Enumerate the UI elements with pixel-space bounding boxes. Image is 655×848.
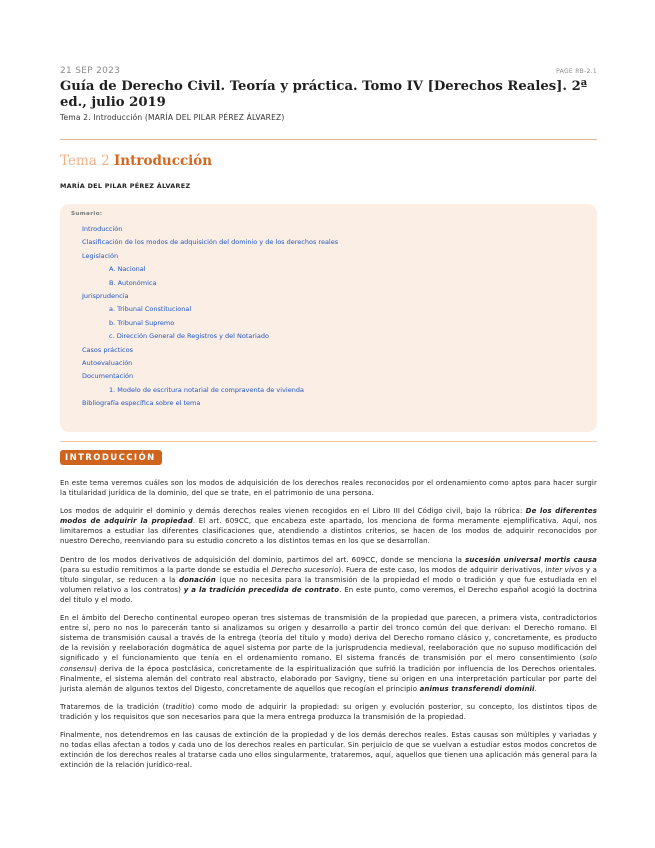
page-reference: PAGE RB-2.1 — [556, 68, 597, 75]
summary-link[interactable]: Legislación — [82, 251, 119, 260]
paragraph-text: En este tema veremos cuáles son los modos de adquisición de los derechos reales reconocidos por el ordenamiento como aptos para hacer surgir la titularidad jurídica de la dominio, del que se trate, en el patrimonio de una persona. — [60, 479, 597, 498]
section-divider — [60, 441, 597, 442]
emphasized-text: animus transferendi dominii — [419, 684, 535, 693]
body-paragraph — [60, 555, 597, 605]
summary-link[interactable]: B. Autonómica — [109, 278, 157, 287]
emphasized-text: inter vivos — [545, 565, 584, 574]
paragraph-text: (que no necesita para la transmisión de la propiedad el modo o tradición y que fue estudiada en el volumen relativo a los contratos) — [60, 575, 597, 594]
summary-link[interactable]: c. Dirección General de Registros y del Notariado — [109, 332, 269, 341]
emphasized-text: donación — [178, 575, 216, 584]
paragraph-text: Finalmente, nos detendremos en las causas de extinción de la propiedad y de los demás derechos reales. Estas causas son múltiples y variadas y no todas ellas afectan a todos y cada uno de los derechos reales en particular. Sin perjuicio de que se vuelvan a estudiar estos modos concretos de extinción de los derechos reales al tratarse cada uno ellos singularmente, trataremos, aquí, aquellos que tienen una aplicación más general para la extinción de la relación jurídico-real. — [60, 730, 597, 770]
header-meta — [60, 66, 597, 76]
body-paragraph — [60, 730, 597, 770]
section-body — [60, 478, 597, 770]
chapter-heading — [60, 153, 597, 169]
summary-link[interactable]: Clasificación de los modos de adquisición del dominio y de los derechos reales — [82, 238, 339, 247]
paragraph-text: y a título singular, se reducen a la — [60, 565, 597, 584]
section-heading: INTRODUCCIÓN — [60, 450, 162, 465]
summary-link[interactable]: Introducción — [82, 225, 123, 233]
paragraph-text: En el ámbito del Derecho continental europeo operan tres sistemas de transmisión de la propiedad que parecen, a primera vista, contradictorios entre sí, pero no nos lo parecerán tanto si analizamos su origen y desarrollo a partir del tronco común del que derivan: el Derecho romano. El sistema de transmisión causal a través de la entrega (teoría del título y modo) deriva del Derecho romano clásico y, concretamente, es producto de la revisión y reelaboración dogmática de aquel sistema por parte de la jurisprudencia medieval, reelaboración que no supuso modificación del significado y el funcionamiento que tenía en el ordenamiento romano. El sistema francés de transmisión por el mero consentimiento ( — [60, 614, 597, 663]
chapter-name: Introducción — [113, 153, 213, 169]
emphasized-text: traditio — [165, 702, 192, 711]
chapter-number: Tema 2 — [60, 153, 110, 169]
paragraph-text: ) deriva de la época postclásica, concretamente de la espiritualización que sufrió la tradición por influencia de los Derechos orientales. Finalmente, el sistema alemán del contrato real abstracto, elaborado por Savigny, tiene su origen en una interpretación particular por parte del jurista alemán de algunos textos del Digesto, concretamente de aquellos que recogían el principio — [60, 664, 597, 693]
summary-link[interactable]: 1. Modelo de escritura notarial de compraventa de vivienda — [109, 385, 304, 394]
summary-link[interactable]: Autoevaluación — [82, 359, 133, 368]
emphasized-text: solo consensu — [60, 654, 597, 673]
paragraph-text: ). Fuera de este caso, los modos de adquirir derivativos, — [338, 565, 546, 574]
summary-link[interactable]: b. Tribunal Supremo — [109, 318, 175, 327]
summary-link[interactable]: a. Tribunal Constitucional — [109, 305, 192, 314]
header-divider — [60, 139, 597, 140]
summary-link[interactable]: Jurisprudencia — [82, 292, 129, 301]
body-paragraph — [60, 478, 597, 498]
summary-link[interactable]: Documentación — [82, 372, 134, 381]
paragraph-text: Dentro de los modos derivativos de adquisición del dominio, partimos del art. 609CC, donde se menciona la — [60, 555, 466, 564]
body-paragraph — [60, 702, 597, 722]
body-paragraph — [60, 613, 597, 694]
summary-list — [71, 223, 589, 411]
chapter-author: MARÍA DEL PILAR PÉREZ ÁLVAREZ — [60, 182, 191, 190]
document-title: Guía de Derecho Civil. Teoría y práctica. Tomo IV [Derechos Reales]. 2ª ed., julio 2019 — [60, 79, 588, 110]
summary-link[interactable]: Casos prácticos — [82, 345, 133, 354]
paragraph-text: . En este punto, como veremos, el Derecho español acogió la doctrina del título y el modo. — [60, 585, 597, 604]
summary-link[interactable]: Bibliografía específica sobre el tema — [82, 399, 201, 408]
paragraph-text: (para su estudio remitimos a la parte donde se estudia el — [60, 565, 272, 574]
emphasized-text: Derecho sucesorio — [271, 565, 339, 574]
paragraph-text: ) como modo de adquirir la propiedad: su origen y evolución posterior, su concepto, los distintos tipos de tradición y los requisitos que son necesarios para que la mera entrega produzca la transmisión de la propiedad. — [60, 702, 597, 721]
emphasized-text: y a la tradición precedida de contrato — [183, 585, 340, 594]
body-paragraph — [60, 506, 597, 546]
paragraph-text: . El art. 609CC, que encabeza este apartado, los menciona de forma meramente ejemplificativa. Aquí, nos limitaremos a estudiar las diferentes clasificaciones que, atendiendo a distintos criterios, se hacen de los modos de adquirir reconocidos por nuestro Derecho, reenviando para su estudio concreto a los distintos temas en los que se desarrollan. — [60, 517, 597, 546]
paragraph-text: . — [534, 684, 537, 693]
paragraph-text: Los modos de adquirir el dominio y demás derechos reales vienen recogidos en el Libro III del Código civil, bajo la rúbrica: — [60, 507, 526, 516]
emphasized-text: De los diferentes modos de adquirir la propiedad — [60, 507, 597, 526]
summary-link[interactable]: A. Nacional — [109, 265, 146, 274]
document-subtitle: Tema 2. Introducción (MARÍA DEL PILAR PÉREZ ÁLVAREZ) — [60, 113, 285, 122]
paragraph-text: Trataremos de la tradición ( — [60, 702, 166, 711]
summary-box — [60, 204, 597, 432]
document-page — [60, 66, 597, 778]
print-date: 21 SEP 2023 — [60, 66, 121, 76]
summary-title: Sumario: — [71, 211, 103, 217]
emphasized-text: sucesión universal mortis causa — [465, 555, 597, 564]
